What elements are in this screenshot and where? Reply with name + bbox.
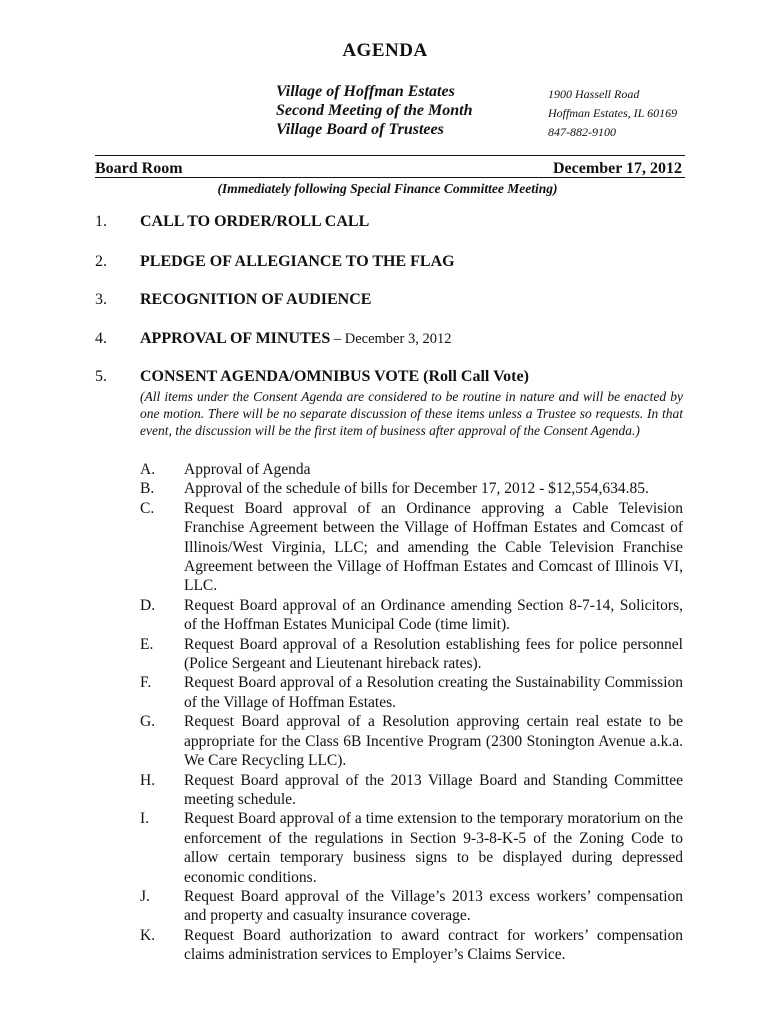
item-letter: A.	[140, 461, 156, 478]
consent-items-list	[140, 460, 683, 965]
meeting-subtitle: (Immediately following Special Finance Committee Meeting)	[217, 181, 558, 196]
org-line: Second Meeting of the Month	[276, 102, 473, 119]
list-item	[140, 460, 683, 479]
location-date-rule	[95, 177, 685, 178]
item-text: Request Board approval of a Resolution approving certain real estate to be appropriate for the Class 6B Incentive Program (2300 Stonington Avenue a.k.a. We Care Recycling LLC).	[184, 713, 683, 770]
item-letter: G.	[140, 713, 156, 731]
header-divider	[95, 155, 685, 156]
item-text: Approval of Agenda	[184, 461, 311, 478]
item-letter: J.	[140, 887, 150, 905]
list-item	[140, 926, 683, 965]
item-text: Approval of the schedule of bills for December 17, 2012 - $12,554,634.85.	[184, 480, 649, 498]
item-text: Request Board approval of a Resolution establishing fees for police personnel (Police Sergeant and Lieutenant hireback rates).	[184, 635, 683, 673]
item-text: Request Board approval of the 2013 Village Board and Standing Committee meeting schedule.	[184, 771, 683, 808]
consent-agenda-note: (All items under the Consent Agenda are considered to be routine in nature and will be enacted by one motion. There will be no separate discussion of these items unless a Trustee so requests. In that event, the discussion will be the first item of business after approval of the Consent Agenda.)	[140, 389, 683, 438]
item-title: CALL TO ORDER/ROLL CALL	[140, 213, 370, 230]
item-text: Request Board approval of a time extension to the temporary moratorium on the enforcement of the regulations in Section 9-3-8-K-5 of the Zoning Code to allow certain temporary business signs to be displayed during depressed economic conditions.	[184, 810, 683, 886]
item-number: 4.	[95, 330, 107, 347]
item-letter: F.	[140, 674, 152, 692]
list-item	[140, 673, 683, 712]
address-line: 1900 Hassell Road	[548, 87, 640, 101]
address-line: Hoffman Estates, IL 60169	[548, 106, 678, 120]
org-line: Village Board of Trustees	[276, 121, 444, 138]
item-letter: I.	[140, 810, 150, 828]
item-number: 5.	[95, 368, 107, 385]
item-letter: B.	[140, 480, 155, 498]
item-letter: E.	[140, 635, 154, 653]
item-text: Request Board authorization to award contract for workers’ compensation claims administration services to Employer’s Claims Service.	[184, 926, 683, 964]
org-line: Village of Hoffman Estates	[276, 83, 455, 100]
item-letter: D.	[140, 596, 156, 614]
meeting-date: December 17, 2012	[553, 160, 682, 177]
item-title: RECOGNITION OF AUDIENCE	[140, 291, 372, 308]
list-item	[140, 596, 683, 635]
meeting-location: Board Room	[95, 160, 183, 177]
item-title: PLEDGE OF ALLEGIANCE TO THE FLAG	[140, 253, 455, 270]
item-title: CONSENT AGENDA/OMNIBUS VOTE (Roll Call Vote)	[140, 368, 529, 385]
item-number: 3.	[95, 291, 107, 308]
page-title: AGENDA	[342, 40, 428, 61]
item-text: Request Board approval of an Ordinance approving a Cable Television Franchise Agreement between the Village of Hoffman Estates and Comcast of Illinois/West Virginia, LLC; and amending the Cable Television Franchise Agreement between the Village of Hoffman Estates and Comcast of Illinois VI, LLC.	[184, 499, 683, 595]
organization-block	[276, 82, 472, 139]
list-item	[140, 771, 683, 810]
item-text: Request Board approval of the Village’s 2013 excess workers’ compensation and property and casualty insurance coverage.	[184, 887, 683, 925]
list-item	[140, 712, 683, 770]
item-number: 2.	[95, 253, 107, 270]
address-block	[548, 85, 677, 142]
list-item	[140, 809, 683, 887]
item-letter: H.	[140, 771, 156, 789]
list-item	[140, 479, 683, 498]
item-title: APPROVAL OF MINUTES	[140, 330, 331, 347]
item-letter: C.	[140, 499, 155, 517]
list-item	[140, 635, 683, 674]
item-number: 1.	[95, 213, 107, 230]
address-line: 847-882-9100	[548, 125, 616, 139]
item-letter: K.	[140, 926, 156, 944]
item-text: Request Board approval of a Resolution creating the Sustainability Commission of the Village of Hoffman Estates.	[184, 674, 683, 711]
item-detail: – December 3, 2012	[330, 331, 452, 347]
list-item	[140, 887, 683, 926]
item-text: Request Board approval of an Ordinance amending Section 8-7-14, Solicitors, of the Hoffman Estates Municipal Code (time limit).	[184, 596, 683, 634]
list-item	[140, 499, 683, 596]
